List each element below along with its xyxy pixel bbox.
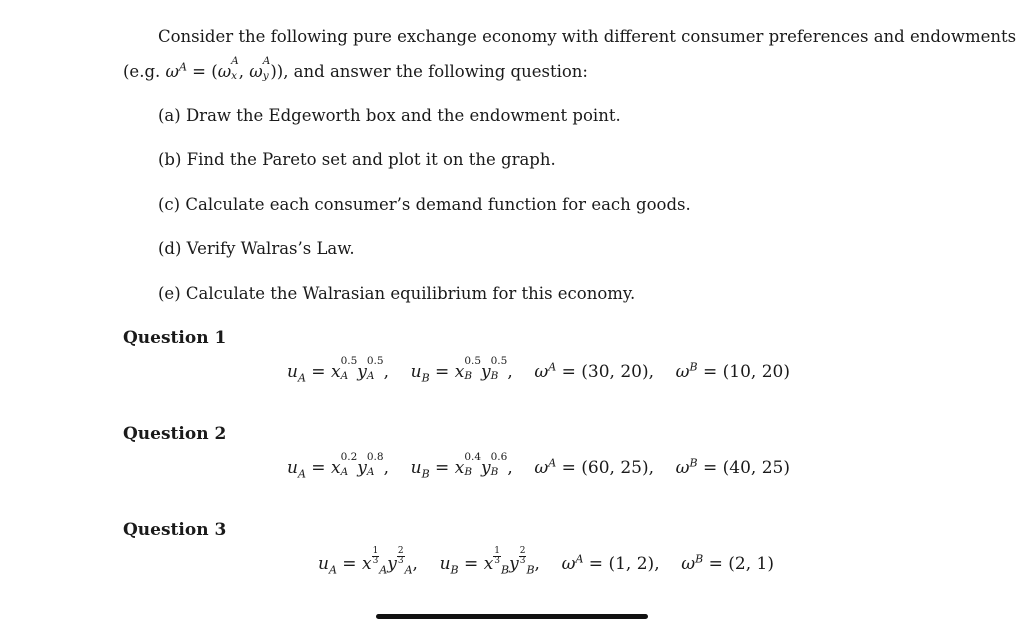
part-d: (d) Verify Walras’s Law. <box>158 239 355 258</box>
q3-ub-exp-y-num: 2 <box>519 546 526 556</box>
intro-line-1: Consider the following pure exchange economy with different consumer preferences and endowments <box>158 27 1017 46</box>
q2-ua-exp-x: 0.2 <box>340 451 358 463</box>
intro-suffix: , and answer the following question: <box>283 62 588 81</box>
q2-ub-exp-x: 0.4 <box>464 451 482 463</box>
part-e: (e) Calculate the Walrasian equilibrium for this economy. <box>158 284 636 303</box>
q1-endowment-b: (10, 20) <box>722 362 790 382</box>
question-2-title: Question 2 <box>123 424 227 444</box>
q3-ua-exp-x-den: 3 <box>372 556 379 566</box>
q1-ub-exp-y: 0.5 <box>490 355 508 367</box>
q3-ua-exp-x-num: 1 <box>372 546 379 556</box>
endowment-example: $\omega^A = (\omega$ A x , ω A y )) <box>165 55 284 82</box>
part-b: (b) Find the Pareto set and plot it on the graph. <box>158 150 556 169</box>
q3-ub-exp-x-den: 3 <box>494 556 501 566</box>
q1-ua-exp-y: 0.5 <box>366 355 384 367</box>
question-1-title: Question 1 <box>123 328 227 348</box>
q3-ub-exp-y-den: 3 <box>519 556 526 566</box>
question-2-formula: $u_A = x$ 0.2 A y 0.8 A , $u_B = x$ 0.4 B y 0.6 B , $\omega^A = (60$, 25), $\omega^B = (40$, 25) <box>287 451 790 481</box>
q3-endowment-b: (2, 1) <box>728 554 774 574</box>
q2-endowment-b: (40, 25) <box>722 458 790 478</box>
home-indicator[interactable] <box>376 614 648 619</box>
q2-ua-exp-y: 0.8 <box>366 451 384 463</box>
q1-ub-exp-x: 0.5 <box>464 355 482 367</box>
q1-ua-exp-x: 0.5 <box>340 355 358 367</box>
q1-endowment-a: (30, 20) <box>581 362 649 382</box>
q3-ub-exp-x-num: 1 <box>494 546 501 556</box>
q2-endowment-a: (60, 25) <box>581 458 649 478</box>
q3-endowment-a: (1, 2) <box>608 554 655 574</box>
intro-line-2 <box>123 55 588 83</box>
q2-ub-exp-y: 0.6 <box>490 451 508 463</box>
part-c: (c) Calculate each consumer’s demand function for each goods. <box>158 195 691 214</box>
part-a: (a) Draw the Edgeworth box and the endowment point. <box>158 106 621 125</box>
question-1-formula: $u_A = x$ 0.5 A y 0.5 A , $u_B = x$ 0.5 B y 0.5 B , $\omega^A = (30$, 20), $\omega^B = (10$, 20) <box>287 355 790 385</box>
question-3-title: Question 3 <box>123 520 227 540</box>
question-3-formula: $u_A = x$ $\frac{1}{3}$ $_A$y $\frac{2}{3}$ $_A$, $u_B = x$ $\frac{1}{3}$ $_B$y $\frac{2}{3}$ $_B$, $\omega^A = (1$, 2), $\omega^B = (2$, 1) <box>318 546 774 577</box>
q3-ua-exp-y-num: 2 <box>397 546 404 556</box>
q3-ua-exp-y-den: 3 <box>397 556 404 566</box>
intro-prefix: (e.g. <box>123 62 166 81</box>
